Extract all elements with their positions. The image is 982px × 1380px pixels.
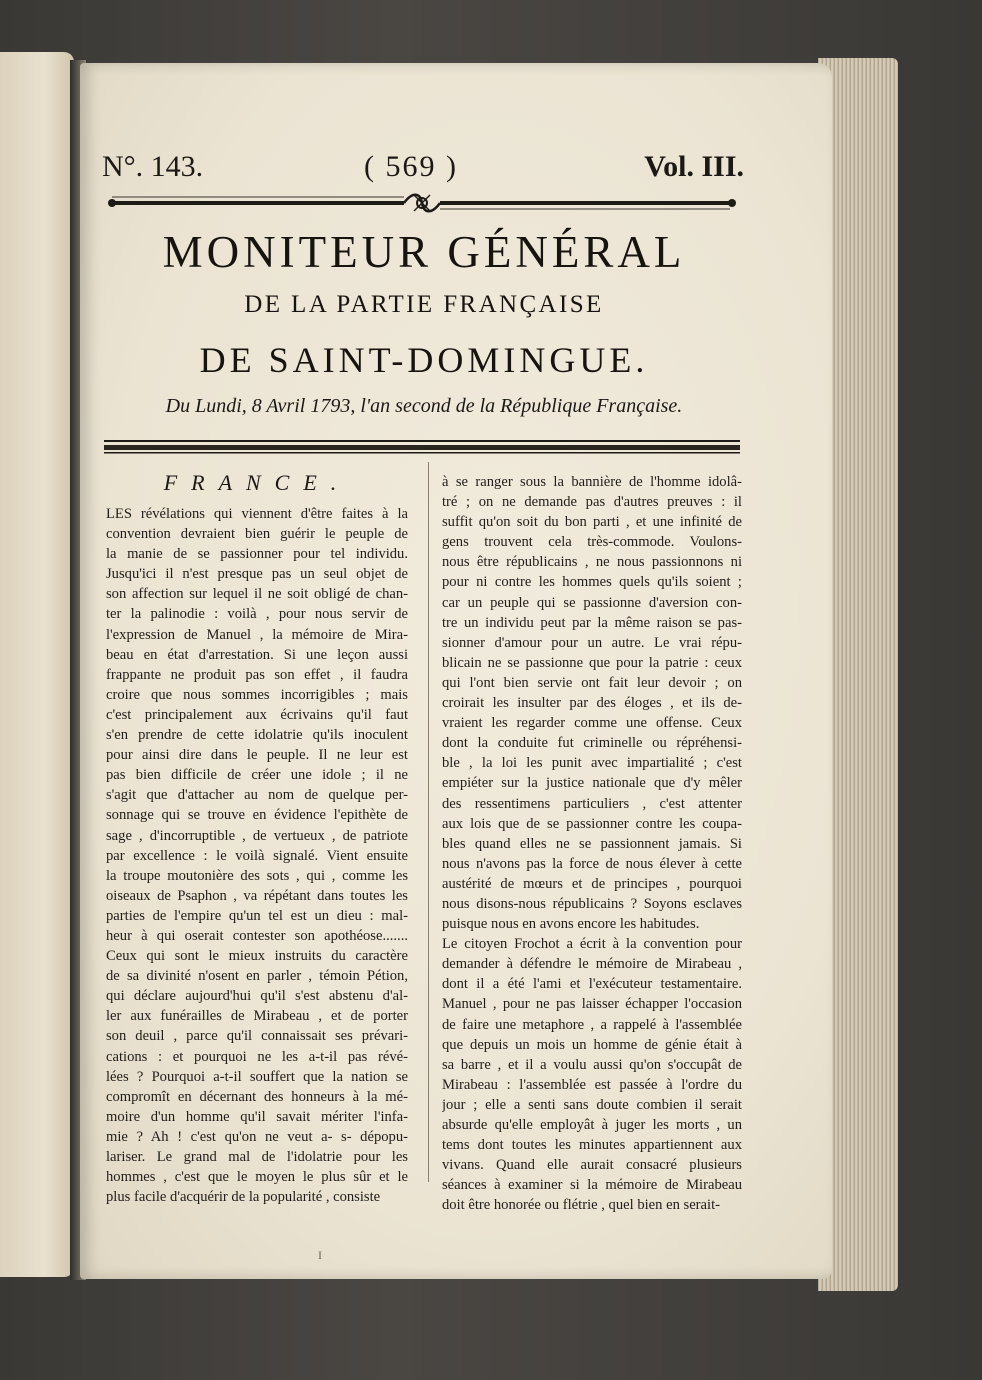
text-line: austérité de mœurs et de principes , pourquoi: [442, 875, 742, 892]
text-line: à se ranger sous la bannière de l'homme idolâ-: [442, 474, 742, 490]
text-line: que depuis un mois un homme de génie était à: [442, 1036, 742, 1053]
text-line: convention devraient bien guérir le peuple de: [106, 526, 408, 543]
text-line: gens trouvent cela très-commode. Voulons-: [442, 534, 742, 551]
text-line: qui l'ont bien servie ont fait leur devoir ; on: [442, 674, 742, 691]
text-line: jour ; elle a senti sans doute combien il serait: [442, 1096, 742, 1113]
text-line: pour ainsi dire dans le peuple. Il ne leur est: [106, 747, 408, 764]
text-line: pour ni contre les hommes quels qu'ils soient ;: [442, 574, 742, 591]
text-line: sage , d'incorruptible , de vertueux , de patriote: [106, 827, 408, 844]
text-line: puisque nous en avons encore les habitudes.: [442, 916, 700, 933]
text-line: LES révélations qui viennent d'être faites à la: [106, 506, 408, 522]
text-line: tems dont toutes les minutes appartiennent aux: [442, 1137, 742, 1154]
page-number: ( 569 ): [364, 150, 458, 183]
text-line: compromît en décernant des honneurs à la mé-: [106, 1088, 408, 1105]
text-line: mie ? Ah ! c'est qu'on ne veut a- s- dépopu-: [106, 1128, 408, 1145]
masthead-subtitle-2: DE SAINT-DOMINGUE.: [199, 340, 649, 380]
text-line: séances à examiner si la mémoire de Mirabeau: [442, 1177, 742, 1194]
text-line: Mirabeau : l'assemblée est passée à l'ordre du: [442, 1076, 742, 1093]
signature-mark: I: [318, 1248, 322, 1262]
page-header: [102, 150, 744, 190]
text-line: ler aux funérailles de Mirabeau , et de porter: [106, 1008, 408, 1025]
text-line: dont la conduite fut criminelle ou répréhensi-: [442, 735, 742, 752]
text-line: ble , la loi les punit avec impartialité ; c'est: [442, 755, 742, 772]
volume-label: Vol. III.: [644, 150, 744, 183]
text-line: de sa divinité n'osent en parler , témoin Pétion,: [106, 968, 408, 985]
text-line: nous n'avons pas la force de nous élever à cette: [442, 855, 742, 872]
text-line: sionner d'amour pour un autre. Le vrai répu-: [442, 634, 742, 651]
text-line: oiseaux de Psaphon , va répétant dans toutes les: [106, 887, 408, 904]
text-line: nous être républicains , ne nous passionnons ni: [442, 554, 742, 571]
text-line: c'est principalement aux écrivains qu'il faut: [106, 706, 408, 723]
text-line: lariser. Le grand mal de l'idolatrie pour les: [106, 1149, 408, 1165]
text-line: croirait les insulter par des éloges , et ils de-: [442, 695, 742, 712]
text-line: cations : et pourquoi ne les a-t-il pas révé-: [106, 1048, 408, 1065]
text-line: pas bien difficile de créer une idole ; il ne: [106, 767, 408, 784]
masthead-title: MONITEUR GÉNÉRAL: [162, 227, 686, 277]
column-divider: [428, 462, 429, 1182]
text-line: Jusqu'ici il n'est presque pas un seul objet de: [106, 566, 408, 583]
text-line: vraient les regarder comme une offense. Ceux: [442, 715, 742, 732]
text-line: Manuel , pour ne pas laisser échapper l'occasion: [442, 996, 742, 1013]
text-line: l'expression de Manuel , la mémoire de Mira-: [106, 626, 408, 643]
text-line: nous disons-nous républicains ? Soyons esclaves: [442, 895, 742, 912]
masthead-subtitle: DE LA PARTIE FRANÇAISE: [244, 291, 604, 318]
text-line: qui déclare aujourd'hui qu'il s'est abstenu d'al-: [106, 988, 408, 1005]
text-line: absurde qu'elle employât à juger les morts , un: [442, 1117, 742, 1133]
left-facing-page: [0, 52, 74, 1277]
text-line: plus facile d'acquérir de la popularité , consiste: [106, 1189, 381, 1206]
text-line: sonnage qui se trouve en évidence l'epithète de: [106, 807, 408, 824]
text-line: des ressentimens particuliers , c'est attenter: [442, 795, 742, 812]
text-line: s'en prendre de cette idolatrie qu'ils inoculent: [106, 727, 408, 744]
text-line: suffit qu'on soit du bon parti , et une infinité de: [442, 514, 742, 531]
text-line: Ceux qui sont le mieux instruits du caractère: [106, 948, 408, 965]
left-column: [106, 504, 408, 1207]
text-line: car un peuple qui se passionne d'aversion con-: [442, 594, 742, 611]
text-line: tré ; on ne demande pas d'autres preuves : il: [442, 494, 742, 511]
text-line: bles quand elles ne se passionnent jamais. Si: [442, 835, 742, 852]
text-line: la manie de se passionner pour tel individu.: [106, 546, 408, 563]
text-line: demander à défendre le mémoire de Mirabeau ,: [442, 956, 742, 973]
text-line: parties de l'empire qu'un tel est un dieu : mal-: [106, 907, 408, 924]
text-line: blicain ne se passionne que pour la patrie : ceux: [442, 654, 742, 671]
right-column: [442, 472, 742, 1215]
text-line: de faire une metaphore , a rappelé à l'assemblée: [442, 1016, 742, 1033]
dateline: Du Lundi, 8 Avril 1793, l'an second de la République Française.: [165, 395, 683, 417]
text-line: s'agit que d'attacher au nom de quelque per-: [106, 787, 408, 804]
text-line: heur à qui oserait contester son apothéose.......: [106, 927, 408, 944]
section-heading: FRANCE.: [163, 470, 351, 495]
double-rule: [104, 440, 740, 454]
text-line: beau en état d'arrestation. Si une leçon aussi: [106, 646, 408, 663]
text-line: lées ? Pourquoi a-t-il souffert que la nation se: [106, 1068, 408, 1085]
text-line: hommes , c'est que le moyen le plus sûr et le: [106, 1169, 408, 1186]
text-line: frappante ne produit pas son effet , il faudra: [106, 666, 408, 683]
text-line: son deuil , parce qu'il connaissait ses prévari-: [106, 1028, 408, 1045]
ornamental-rule: [104, 192, 740, 214]
text-line: moire d'un homme qu'il savait mériter l'infa-: [106, 1108, 408, 1125]
text-line: empiéter sur la justice nationale que d'y mêler: [442, 775, 742, 792]
text-line: ter la palinodie : voilà , pour nous servir de: [106, 606, 408, 623]
issue-number: N°. 143.: [102, 150, 204, 183]
text-line: par excellence : le voilà signalé. Vient ensuite: [106, 847, 408, 864]
text-line: son affection sur lequel il ne soit obligé de chan-: [106, 586, 408, 603]
text-line: dont il a été l'ami et l'exécuteur testamentaire.: [442, 976, 742, 993]
text-line: croire que nous sommes incorrigibles ; mais: [106, 686, 408, 703]
text-line: doit être honorée ou flétrie , quel bien en serait-: [442, 1197, 720, 1214]
text-line: tre un individu peut par la même raison se pas-: [442, 614, 742, 631]
text-line: Le citoyen Frochot a écrit à la convention pour: [442, 936, 742, 953]
text-line: aux lois que de se passionner contre les coupa-: [442, 815, 742, 832]
text-line: vivans. Quand elle aurait consacré plusieurs: [442, 1157, 742, 1174]
text-line: sa barre , et il a voulu aussi qu'on s'occupât de: [442, 1056, 742, 1073]
text-line: la troupe moutonière des sots , qui , comme les: [106, 867, 408, 884]
